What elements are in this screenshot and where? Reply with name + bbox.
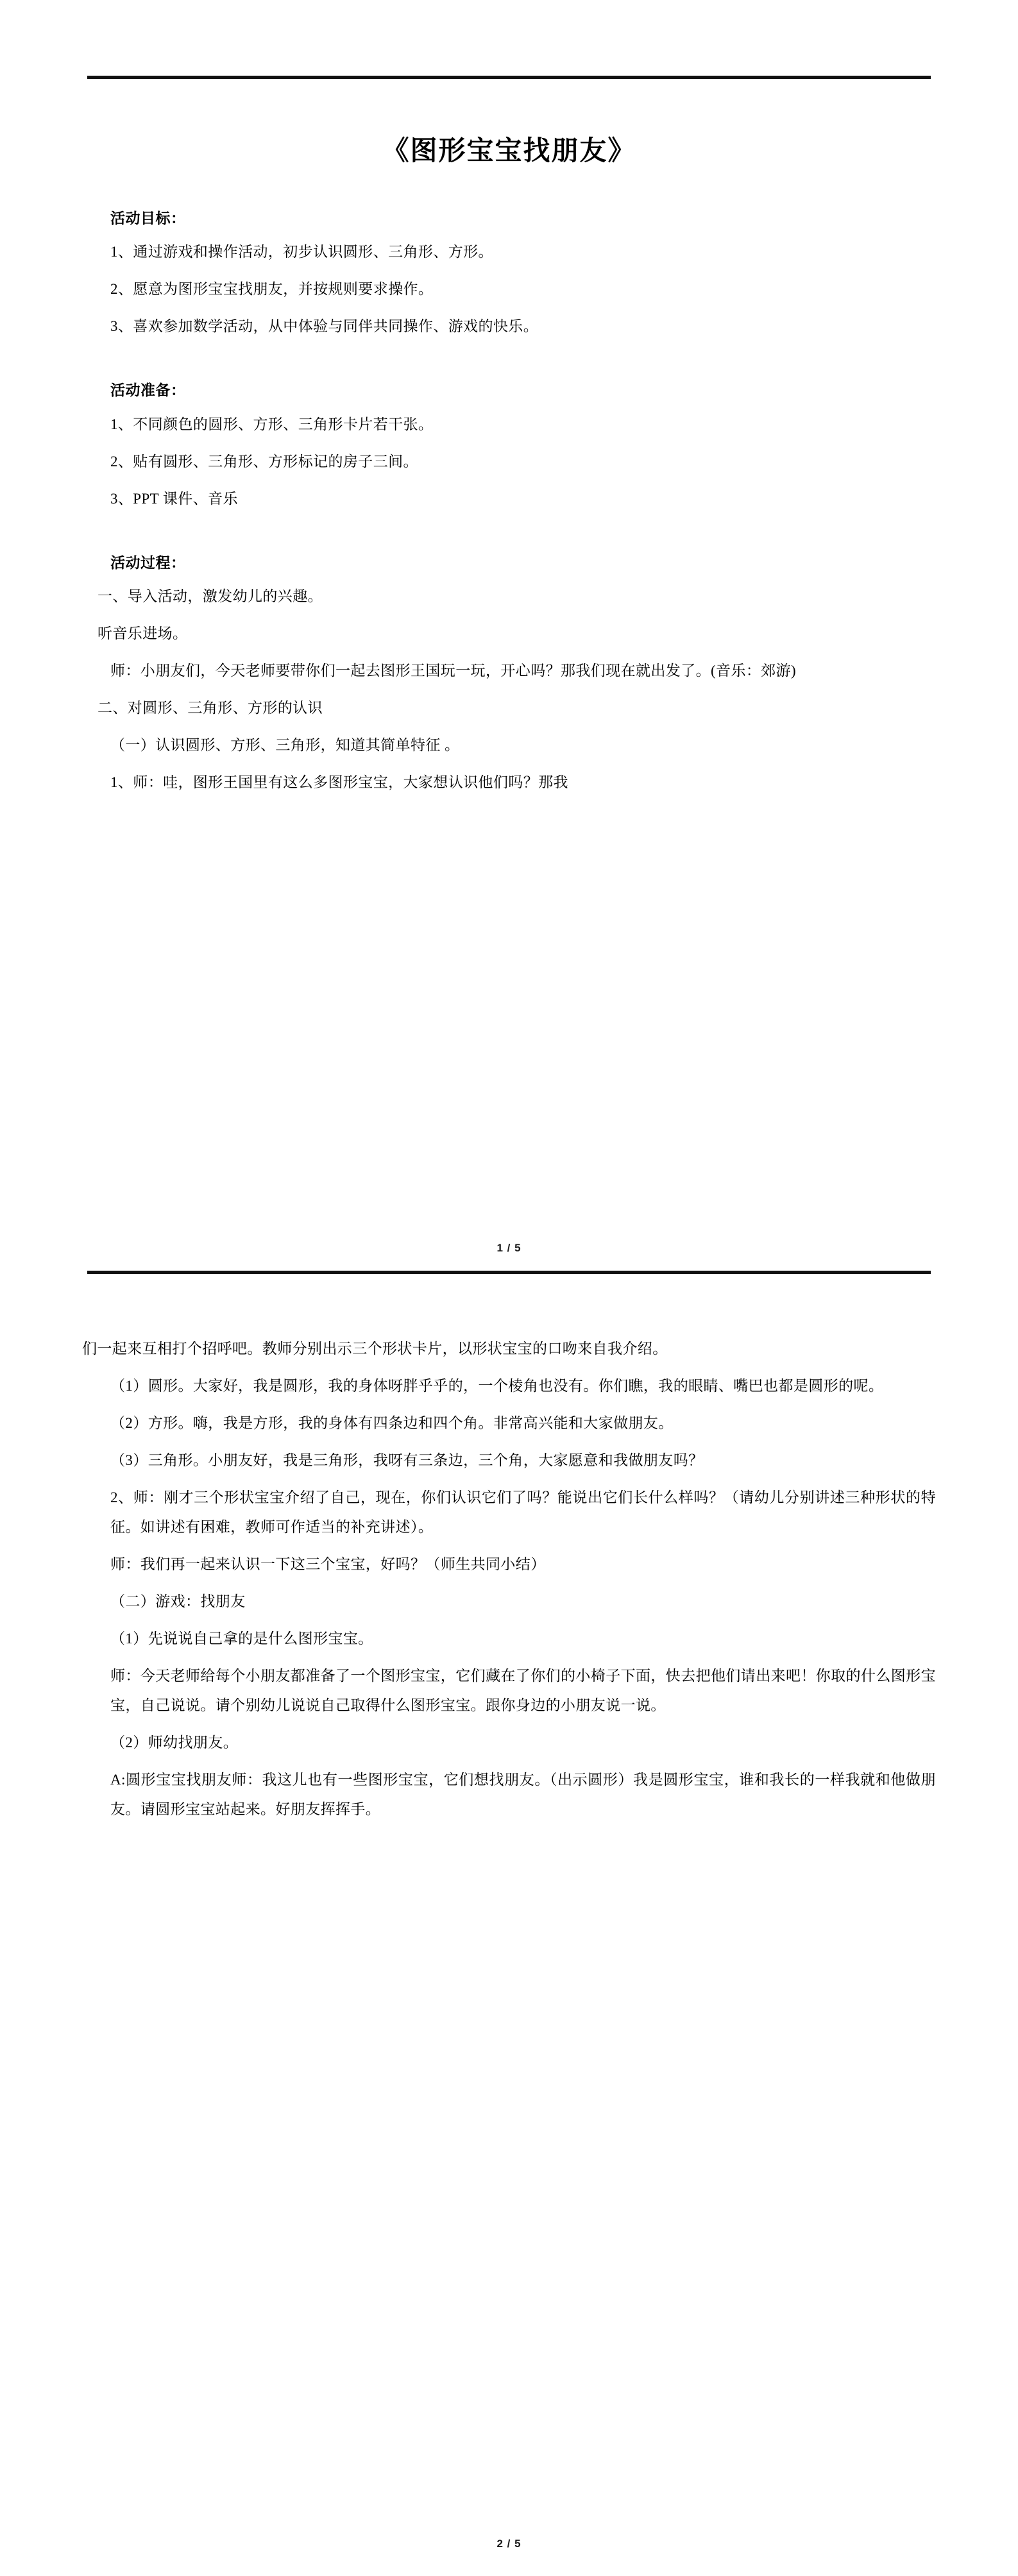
section-heading-preparation: 活动准备：	[110, 382, 186, 399]
page-1-footer-rule	[87, 1271, 931, 1274]
process-step-two: 二、对圆形、三角形、方形的认识	[98, 700, 323, 716]
process-music-entry: 听音乐进场。	[98, 625, 188, 642]
section-heading-process: 活动过程：	[110, 554, 186, 571]
game-section-heading: （二）游戏：找朋友	[110, 1593, 246, 1609]
teacher-question-shape-features: 2、师：刚才三个形状宝宝介绍了自己，现在，你们认识它们了吗？能说出它们长什么样吗？（请幼儿分别讲述三种形状的特征。如讲述有困难，教师可作适当的补充讲述）。	[110, 1489, 936, 1535]
game-activity-a-circle: A:圆形宝宝找朋友师：我这儿也有一些图形宝宝，它们想找朋友。（出示圆形）我是圆形宝宝，谁和我长的一样我就和他做朋友。请圆形宝宝站起来。好朋友挥挥手。	[110, 1772, 936, 1817]
page-1-header-area	[82, 0, 936, 79]
preparation-item-2: 2、贴有圆形、三角形、方形标记的房子三间。	[110, 453, 418, 470]
objective-item-3: 3、喜欢参加数学活动，从中体验与同伴共同操作、游戏的快乐。	[110, 318, 539, 335]
shape-intro-circle: （1）圆形。大家好，我是圆形，我的身体呀胖乎乎的，一个棱角也没有。你们瞧，我的眼睛、嘴巴也都是圆形的呢。	[110, 1378, 884, 1394]
teacher-dialogue-intro: 师：小朋友们，今天老师要带你们一起去图形王国玩一玩，开心吗？那我们现在就出发了。(音乐：郊游)	[110, 663, 797, 679]
page-title: 《图形宝宝找朋友》	[382, 137, 636, 166]
page-1-footer: 1 / 5	[496, 1242, 522, 1254]
document-page-2	[0, 1288, 1018, 2576]
page-2-continuation-paragraph: 们一起来互相打个招呼吧。教师分别出示三个形状卡片，以形状宝宝的口吻来自我介绍。	[82, 1341, 668, 1357]
section-heading-objectives: 活动目标：	[110, 210, 186, 226]
teacher-summary-prompt: 师：我们再一起来认识一下这三个宝宝，好吗？（师生共同小结）	[110, 1556, 546, 1572]
process-step-one: 一、导入活动，激发幼儿的兴趣。	[98, 588, 323, 605]
page-2-footer: 2 / 5	[496, 2538, 522, 2550]
process-substep-one: （一）认识圆形、方形、三角形，知道其简单特征 。	[110, 737, 460, 754]
shape-intro-triangle: （3）三角形。小朋友好，我是三角形，我呀有三条边，三个角，大家愿意和我做朋友吗？	[110, 1452, 704, 1468]
preparation-item-3: 3、PPT 课件、音乐	[110, 490, 238, 507]
shape-intro-square: （2）方形。嗨，我是方形，我的身体有四条边和四个角。非常高兴能和大家做朋友。	[110, 1415, 674, 1431]
teacher-dialogue-shape-kingdom: 1、师：哇，图形王国里有这么多图形宝宝，大家想认识他们吗？那我	[110, 774, 568, 791]
game-step-1: （1）先说说自己拿的是什么图形宝宝。	[110, 1631, 373, 1647]
preparation-item-1: 1、不同颜色的圆形、方形、三角形卡片若干张。	[110, 416, 434, 432]
teacher-dialogue-hidden-shapes: 师：今天老师给每个小朋友都准备了一个图形宝宝，它们藏在了你们的小椅子下面，快去把他们请出来吧！你取的什么图形宝宝，自己说说。请个别幼儿说说自己取得什么图形宝宝。跟你身边的小朋友说一说。	[110, 1668, 936, 1713]
objective-item-2: 2、愿意为图形宝宝找朋友，并按规则要求操作。	[110, 281, 434, 298]
game-step-2: （2）师幼找朋友。	[110, 1734, 239, 1750]
objective-item-1: 1、通过游戏和操作活动，初步认识圆形、三角形、方形。	[110, 244, 493, 260]
